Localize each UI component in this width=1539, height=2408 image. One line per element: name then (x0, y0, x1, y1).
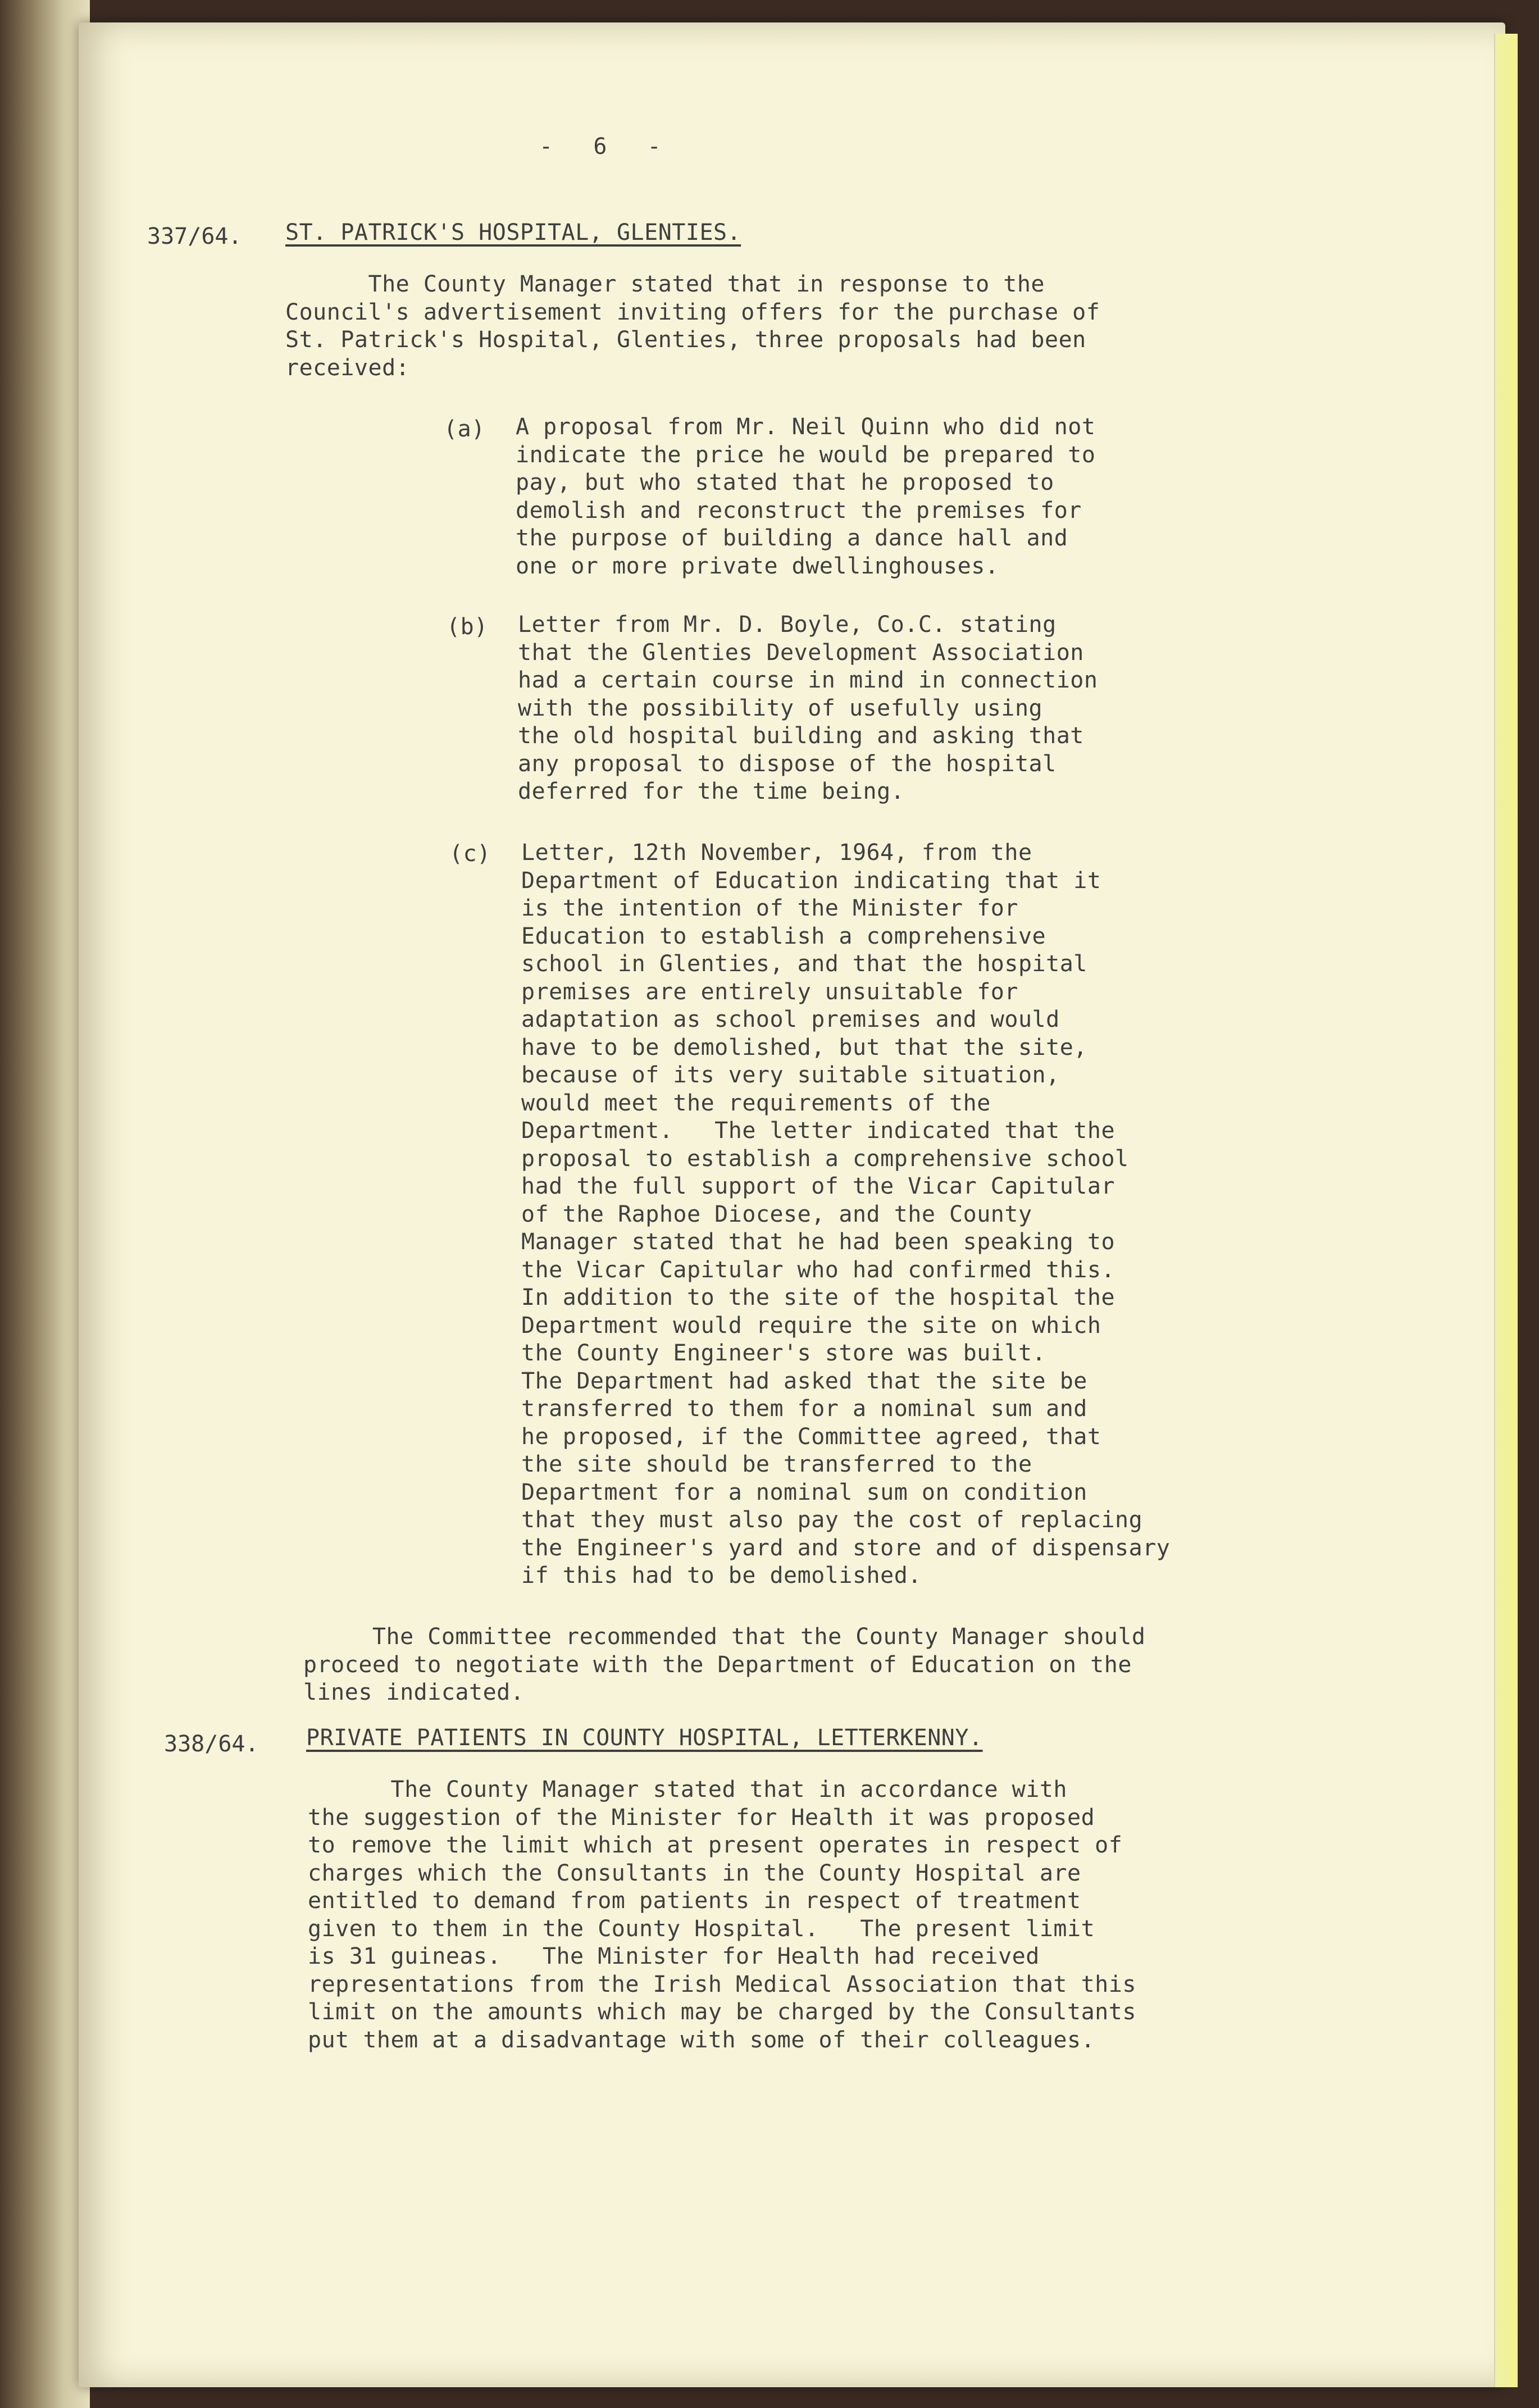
item-label: (b) (447, 614, 488, 640)
item-label: (a) (444, 416, 485, 442)
item-text: Letter from Mr. D. Boyle, Co.C. stating that the Glenties Development Association had a certain course in mind in connection with the possibility of usefully using the old hospital building and asking that any proposal to dispose of the hospital deferred for the time being. (518, 612, 1098, 804)
item-text: Letter, 12th November, 1964, from the Department of Education indicating that it is the intention of the Minister for Education to establish a comprehensive school in Glenties, and that the hospital premises are entirely unsuitable for adaptation as school premises and would have to be demolished, but that the site, because of its very suitable situation, would meet the requirements of the Department. The letter indicated that the proposal to establish a comprehensive school had the full support of the Vicar Capitular of the Raphoe Diocese, and the County Manager stated that he had been speaking to the Vicar Capitular who had confirmed this. In addition to the site of the hospital the Department would require the site on which the County Engineer's store was built. The Department had asked that the site be transferred to them for a nominal sum and he proposed, if the Committee agreed, that the site should be transferred to the Department for a nominal sum on condition that they must also pay the cost of replacing the Engineer's yard and store and of dispensary if this had to be demolished. (521, 840, 1171, 1588)
minute-number: 338/64. (164, 1731, 259, 1757)
section-body: The County Manager stated that in accordance with the suggestion of the Minister for Health it was proposed to remove the limit which at present operates in respect of charges which the Consultants in the County Hospital are entitled to demand from patients in respect of treatment given to them in the County Hospital. The present limit is 31 guineas. The Minister for Health had received representations from the Irish Medical Association that this limit on the amounts which may be charged by the Consultants put them at a disadvantage with some of their colleagues. (308, 1777, 1136, 2053)
section-heading: ST. PATRICK'S HOSPITAL, GLENTIES. (285, 220, 741, 245)
item-label: (c) (449, 841, 491, 867)
minute-number: 337/64. (147, 224, 242, 249)
section-heading: PRIVATE PATIENTS IN COUNTY HOSPITAL, LETTERKENNY. (306, 1725, 983, 1751)
book-binding (0, 0, 90, 2408)
page-number: - 6 - (539, 134, 661, 160)
page-edge (1494, 34, 1518, 2387)
item-text: A proposal from Mr. Neil Quinn who did not indicate the price he would be prepared to pay, but who stated that he proposed to demolish and reconstruct the premises for the purpose of building a dance hall and one or more private dwellinghouses. (516, 414, 1096, 579)
section-intro: The County Manager stated that in response to the Council's advertisement inviting offers for the purchase of St. Patrick's Hospital, Glenties, three proposals had been received: (285, 271, 1100, 381)
section-conclusion: The Committee recommended that the County Manager should proceed to negotiate with the Department of Education on the lines indicated. (303, 1624, 1146, 1705)
